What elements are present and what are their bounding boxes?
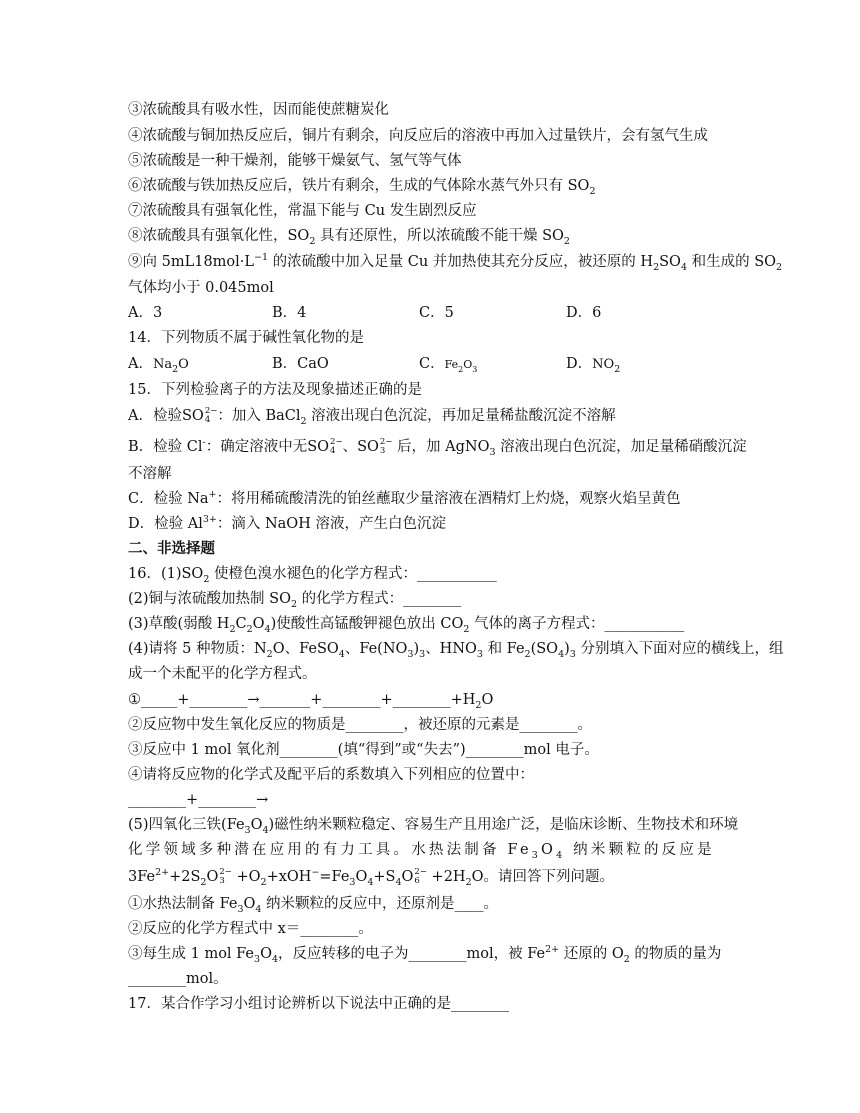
q14-option-d: D．$NO_2$ bbox=[566, 356, 621, 375]
q16-sub2: ②反应物中发生氧化反应的物质是________，被还原的元素是________。 bbox=[128, 717, 592, 733]
q16-sub3: ③反应中 1 mol 氧化剂________(填“得到”或“失去”)________mol 电子。 bbox=[128, 742, 599, 758]
q13-option-a: A．3 bbox=[128, 305, 163, 321]
q15-option-b-cont: 不溶解 bbox=[128, 466, 172, 482]
q13-option-c: C．5 bbox=[419, 305, 454, 321]
q15-option-a: A．检验SO 2− 4 ：加入 BaCl$_2$ 溶液出现白色沉淀，再加足量稀盐酸沉淀不溶解 bbox=[128, 406, 616, 427]
q16-part4-cont: 成一个未配平的化学方程式。 bbox=[128, 666, 317, 682]
q16-part4: (4)请将 5 种物质：$N_2O$、FeSO$_4$、$Fe(NO_3)_3$、$HNO_3$ 和 $Fe_2(SO_4)_3$ 分别填入下面对应的横线上，组 bbox=[128, 641, 784, 660]
q13-option-d: D．6 bbox=[566, 305, 602, 321]
statement-8: ⑧浓硫酸具有强氧化性，$SO_2$ 具有还原性，所以浓硫酸不能干燥 $SO_2$ bbox=[128, 228, 570, 247]
statement-7: ⑦浓硫酸具有强氧化性，常温下能与 Cu 发生剧烈反应 bbox=[128, 203, 477, 219]
q14-option-a: A．$Na_2O$ bbox=[128, 356, 189, 375]
q16-part5: (5)四氧化三铁$(Fe_3O_4)$磁性纳米颗粒稳定、容易生产且用途广泛，是临床诊断、生物技术和环境 bbox=[128, 817, 739, 836]
q16-part5-sub1: ①水热法制备 $Fe_3O_4$ 纳米颗粒的反应中，还原剂是____。 bbox=[128, 896, 499, 915]
q16-part5-sub3: ③每生成 1 mol $Fe_3O_4$，反应转移的电子为________mol，被 $Fe^{2+}$ 还原的 $O_2$ 的物质的量为 bbox=[128, 944, 722, 965]
statement-3: ③浓硫酸具有吸水性，因而能使蔗糖炭化 bbox=[128, 102, 389, 118]
q16-sub4-blank: ________+________→ bbox=[128, 792, 269, 808]
q15-option-c: C．检验 Na+：将用稀硫酸清洗的铂丝蘸取少量溶液在酒精灯上灼烧，观察火焰呈黄色 bbox=[128, 489, 681, 507]
statement-9-cont: 气体均小于 0.045mol bbox=[128, 280, 274, 296]
q15-stem: 15．下列检验离子的方法及现象描述正确的是 bbox=[128, 382, 422, 398]
statement-4: ④浓硫酸与铜加热反应后，铜片有剩余，向反应后的溶液中再加入过量铁片，会有氢气生成 bbox=[128, 128, 708, 144]
q14-option-b: B．CaO bbox=[272, 356, 329, 372]
q16-part1: 16．$(1)SO_2$ 使橙色溴水褪色的化学方程式：___________ bbox=[128, 566, 497, 585]
statement-9: ⑨向 $5mL18mol\cdot L^{-1}$ 的浓硫酸中加入足量 Cu 并加热使其充分反应，被还原的 $H_2SO_4$ 和生成的 $SO_2$ bbox=[128, 252, 783, 273]
statement-5: ⑤浓硫酸是一种干燥剂，能够干燥氨气、氢气等气体 bbox=[128, 153, 462, 169]
q14-option-c: C．$Fe_2O_3$ bbox=[419, 356, 478, 374]
q17-stem: 17．某合作学习小组讨论辨析以下说法中正确的是________ bbox=[128, 996, 509, 1012]
q16-part5-cont: 化学领域多种潜在应用的有力工具。水热法制备 $Fe_3O_4$ 纳米颗粒的反应是 bbox=[128, 842, 715, 861]
q16-part5-sub2: ②反应的化学方程式中 x＝________。 bbox=[128, 921, 373, 937]
q16-part3: (3)草酸(弱酸 $H_2C_2O_4$)使酸性高锰酸钾褪色放出 $CO_2$ 气体的离子方程式：___________ bbox=[128, 616, 685, 635]
q14-stem: 14．下列物质不属于碱性氧化物的是 bbox=[128, 330, 364, 346]
q15-option-b: B．检验 Cl-：确定溶液中无SO 2− 4 、SO 2− 3 后，加 AgNO$_3$ 溶液出现白色沉淀，加足量稀硝酸沉淀 bbox=[128, 437, 747, 458]
q16-part2: (2)铜与浓硫酸加热制 $SO_2$ 的化学方程式：________ bbox=[128, 591, 462, 610]
section-heading: 二、非选择题 bbox=[128, 540, 215, 557]
q16-part5-sub3-cont: ________mol。 bbox=[128, 971, 228, 987]
q16-sub4: ④请将反应物的化学式及配平后的系数填入下列相应的位置中： bbox=[128, 767, 534, 783]
q15-option-d: D．检验 $Al^{3+}$：滴入 NaOH 溶液，产生白色沉淀 bbox=[128, 514, 446, 532]
q13-option-b: B．4 bbox=[272, 305, 307, 321]
statement-6: ⑥浓硫酸与铁加热反应后，铁片有剩余，生成的气体除水蒸气外只有 $SO_2$ bbox=[128, 178, 596, 197]
q16-equation-blank: $①\_\_\_\_\_+\_\_\_\_\_\_\_\_\to\_\_\_\_\_\_\_+\_\_\_\_\_\_\_\_+\_\_\_\_\_\_\_\_+H_2O$ bbox=[128, 692, 494, 711]
q16-reaction: $3Fe^{2+}+2S_2O$ 2− 3 $+O_2+xOH^-=Fe_3O_4+S_4O$ 2− 6 $+2H_2O$。请回答下列问题。 bbox=[128, 867, 615, 888]
